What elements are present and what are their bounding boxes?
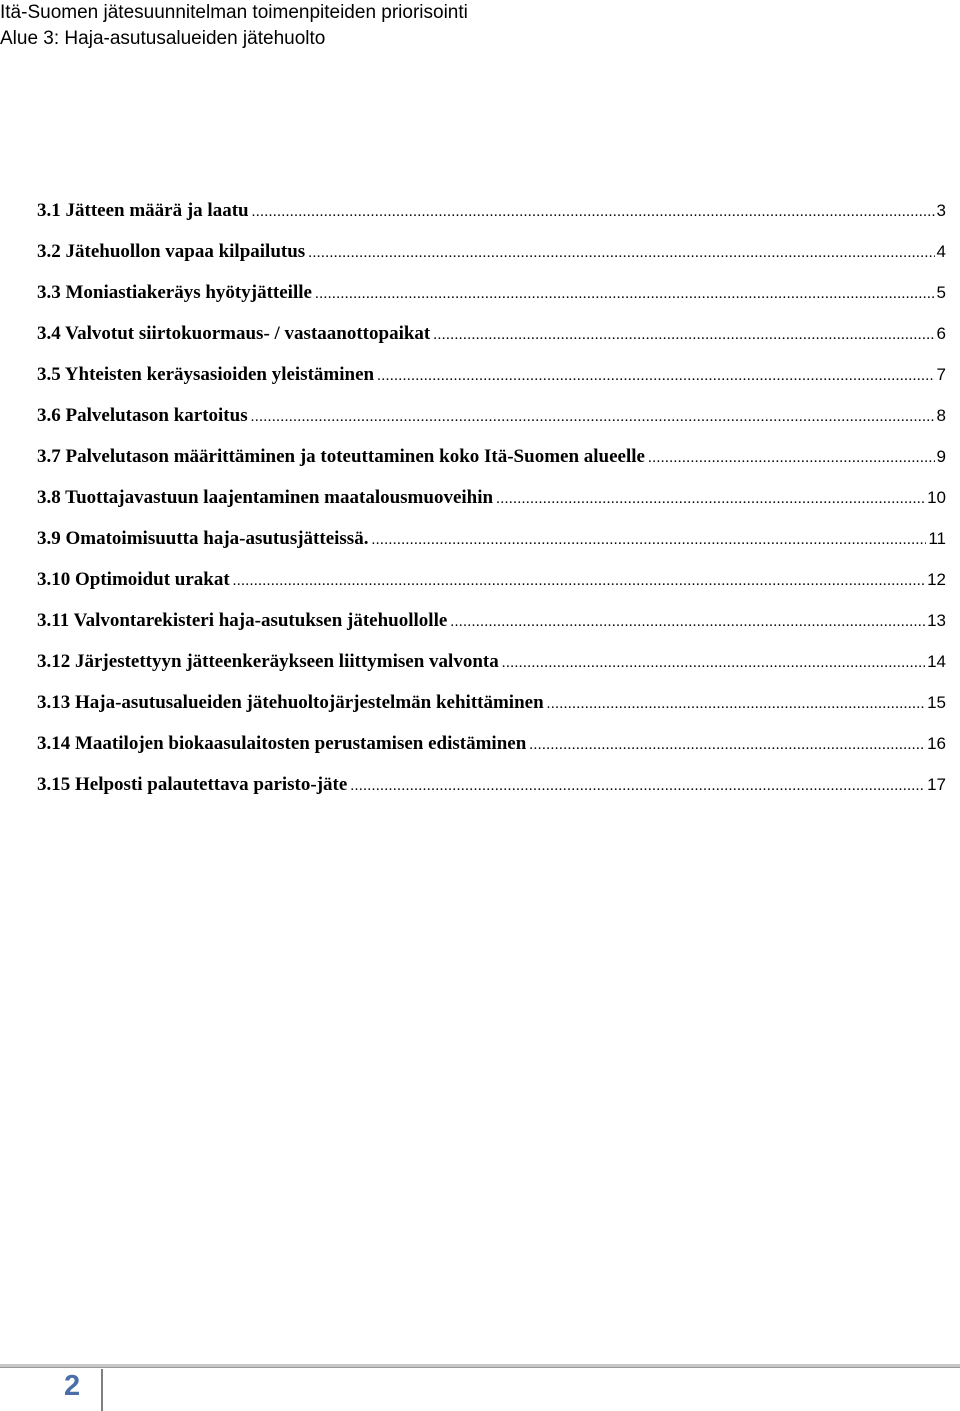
toc-leader-dots xyxy=(547,689,925,719)
toc-entry-title[interactable]: 3.9 Omatoimisuutta haja-asutusjätteissä. xyxy=(37,528,369,549)
toc-leader-dots xyxy=(433,320,934,350)
page-number-divider xyxy=(101,1369,103,1411)
toc-entry-3-8[interactable] xyxy=(37,483,946,524)
toc-entry-title[interactable]: 3.10 Optimoidut urakat xyxy=(37,569,230,590)
toc-entry-page[interactable]: 7 xyxy=(936,365,946,384)
toc-leader-dots xyxy=(502,648,925,678)
toc-entry-title[interactable]: 3.3 Moniastiakeräys hyötyjätteille xyxy=(37,282,312,303)
toc-entry-title[interactable]: 3.11 Valvontarekisteri haja-asutuksen jätehuollolle xyxy=(37,610,448,631)
toc-entry-page[interactable]: 10 xyxy=(927,488,946,507)
toc-entry-3-1[interactable] xyxy=(37,196,946,237)
toc-entry-3-11[interactable] xyxy=(37,606,946,647)
running-header xyxy=(0,0,468,52)
toc-entry-3-7[interactable] xyxy=(37,442,946,483)
toc-entry-3-5[interactable] xyxy=(37,360,946,401)
toc-entry-title[interactable]: 3.7 Palvelutason määrittäminen ja toteuttaminen koko Itä-Suomen alueelle xyxy=(37,446,645,467)
toc-entry-3-14[interactable] xyxy=(37,729,946,770)
toc-entry-3-2[interactable] xyxy=(37,237,946,278)
toc-entry-page[interactable]: 13 xyxy=(927,611,946,630)
table-of-contents xyxy=(37,196,946,811)
toc-entry-3-9[interactable] xyxy=(37,524,946,565)
toc-entry-page[interactable]: 16 xyxy=(927,734,946,753)
toc-entry-page[interactable]: 14 xyxy=(927,652,946,671)
toc-entry-page[interactable]: 4 xyxy=(936,242,946,261)
header-subtitle: Alue 3: Haja-asutusalueiden jätehuolto xyxy=(0,28,326,49)
toc-entry-page[interactable]: 12 xyxy=(927,570,946,589)
toc-entry-title[interactable]: 3.5 Yhteisten keräysasioiden yleistäminen xyxy=(37,364,375,385)
toc-leader-dots xyxy=(252,197,935,227)
toc-leader-dots xyxy=(350,771,925,801)
toc-entry-page[interactable]: 5 xyxy=(936,283,946,302)
toc-entry-title[interactable]: 3.15 Helposti palautettava paristo-jäte xyxy=(37,774,348,795)
toc-leader-dots xyxy=(377,361,934,391)
toc-entry-page[interactable]: 6 xyxy=(936,324,946,343)
toc-entry-3-6[interactable] xyxy=(37,401,946,442)
toc-entry-title[interactable]: 3.8 Tuottajavastuun laajentaminen maatalousmuoveihin xyxy=(37,487,494,508)
toc-entry-title[interactable]: 3.12 Järjestettyyn jätteenkeräykseen liittymisen valvonta xyxy=(37,651,499,672)
toc-entry-title[interactable]: 3.14 Maatilojen biokaasulaitosten perustamisen edistäminen xyxy=(37,733,527,754)
toc-entry-3-3[interactable] xyxy=(37,278,946,319)
toc-entry-page[interactable]: 8 xyxy=(936,406,946,425)
toc-leader-dots xyxy=(233,566,925,596)
header-title: Itä-Suomen jätesuunnitelman toimenpiteiden priorisointi xyxy=(0,2,468,23)
footer-rule-shadow xyxy=(0,1367,960,1368)
toc-entry-3-4[interactable] xyxy=(37,319,946,360)
toc-entry-page[interactable]: 3 xyxy=(936,201,946,220)
toc-entry-title[interactable]: 3.6 Palvelutason kartoitus xyxy=(37,405,248,426)
page-number: 2 xyxy=(64,1370,81,1402)
toc-leader-dots xyxy=(371,525,926,555)
toc-entry-title[interactable]: 3.1 Jätteen määrä ja laatu xyxy=(37,200,249,221)
toc-leader-dots xyxy=(251,402,935,432)
toc-entry-title[interactable]: 3.2 Jätehuollon vapaa kilpailutus xyxy=(37,241,306,262)
toc-entry-page[interactable]: 9 xyxy=(936,447,946,466)
toc-leader-dots xyxy=(648,443,935,473)
toc-entry-3-15[interactable] xyxy=(37,770,946,811)
toc-entry-page[interactable]: 15 xyxy=(927,693,946,712)
toc-entry-title[interactable]: 3.4 Valvotut siirtokuormaus- / vastaanottopaikat xyxy=(37,323,431,344)
toc-leader-dots xyxy=(308,238,934,268)
toc-leader-dots xyxy=(529,730,925,760)
toc-entry-3-13[interactable] xyxy=(37,688,946,729)
toc-entry-3-12[interactable] xyxy=(37,647,946,688)
toc-leader-dots xyxy=(450,607,925,637)
toc-entry-3-10[interactable] xyxy=(37,565,946,606)
toc-entry-title[interactable]: 3.13 Haja-asutusalueiden jätehuoltojärjestelmän kehittäminen xyxy=(37,692,544,713)
toc-entry-page[interactable]: 11 xyxy=(928,529,946,548)
toc-leader-dots xyxy=(315,279,935,309)
toc-leader-dots xyxy=(496,484,925,514)
toc-entry-page[interactable]: 17 xyxy=(927,775,946,794)
